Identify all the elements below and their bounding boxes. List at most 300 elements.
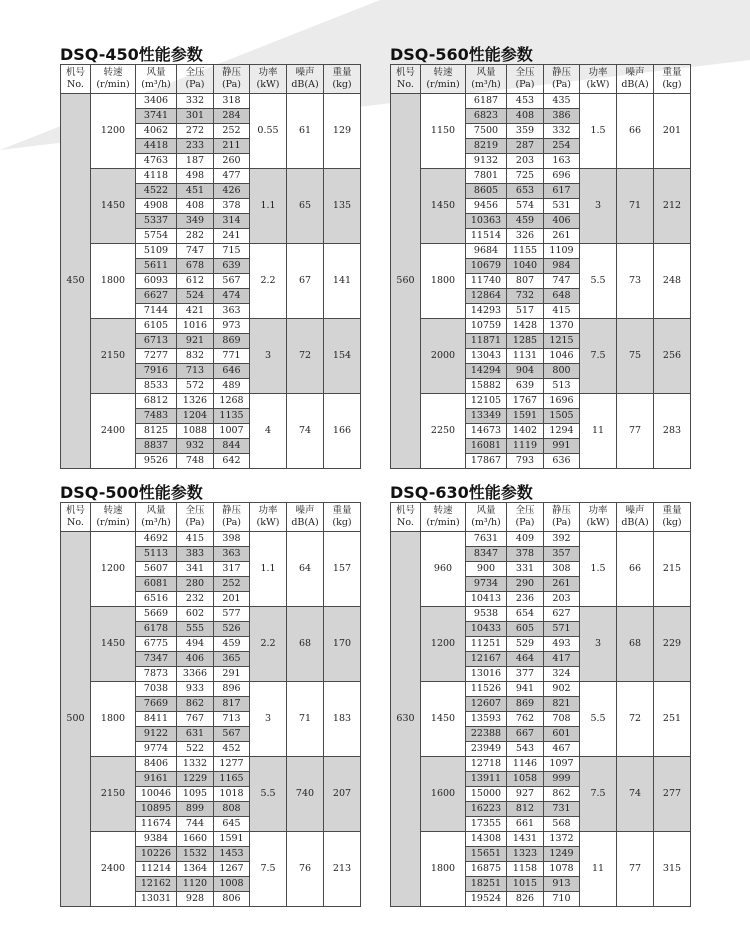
static-pressure-cell: 308 — [544, 562, 580, 577]
header-label: 重量 — [332, 505, 352, 516]
header-unit: (Pa) — [551, 79, 572, 90]
total-pressure-cell: 1285 — [507, 334, 544, 349]
table-row — [61, 244, 361, 259]
airflow-cell: 9734 — [466, 577, 507, 592]
airflow-cell: 13911 — [466, 772, 507, 787]
total-pressure-cell: 748 — [177, 454, 214, 469]
airflow-cell: 19524 — [466, 892, 507, 907]
static-pressure-cell: 646 — [214, 364, 250, 379]
total-pressure-cell: 612 — [177, 274, 214, 289]
power-cell: 3 — [580, 607, 617, 682]
total-pressure-cell: 1095 — [177, 787, 214, 802]
total-pressure-cell: 654 — [507, 607, 544, 622]
static-pressure-cell: 1505 — [544, 409, 580, 424]
airflow-cell: 5669 — [136, 607, 177, 622]
noise-cell: 64 — [287, 532, 324, 607]
table-title: DSQ-560性能参数 — [390, 45, 533, 64]
speed-cell: 1450 — [421, 169, 466, 244]
airflow-cell: 9384 — [136, 832, 177, 847]
speed-cell: 1450 — [91, 607, 136, 682]
airflow-cell: 4692 — [136, 532, 177, 547]
total-pressure-cell: 1431 — [507, 832, 544, 847]
header-unit: (r/min) — [426, 517, 460, 528]
weight-cell: 201 — [654, 94, 691, 169]
static-pressure-cell: 467 — [544, 742, 580, 757]
header-label: 机号 — [395, 505, 415, 516]
static-pressure-cell: 417 — [544, 652, 580, 667]
airflow-cell: 8533 — [136, 379, 177, 394]
static-pressure-cell: 1109 — [544, 244, 580, 259]
static-pressure-cell: 1453 — [214, 847, 250, 862]
total-pressure-cell: 572 — [177, 379, 214, 394]
airflow-cell: 15651 — [466, 847, 507, 862]
table-row — [61, 94, 361, 109]
weight-cell: 283 — [654, 394, 691, 469]
static-pressure-cell: 1215 — [544, 334, 580, 349]
column-header — [91, 503, 136, 532]
airflow-cell: 12105 — [466, 394, 507, 409]
total-pressure-cell: 661 — [507, 817, 544, 832]
header-label: 功率 — [588, 67, 608, 78]
airflow-cell: 11871 — [466, 334, 507, 349]
header-unit: (Pa) — [185, 517, 205, 528]
static-pressure-cell: 1135 — [214, 409, 250, 424]
column-header — [654, 65, 691, 94]
header-row — [61, 65, 361, 94]
speed-cell: 1600 — [421, 757, 466, 832]
total-pressure-cell: 378 — [507, 547, 544, 562]
column-header — [324, 503, 361, 532]
weight-cell: 157 — [324, 532, 361, 607]
table-row — [391, 607, 691, 622]
total-pressure-cell: 602 — [177, 607, 214, 622]
power-cell: 3 — [250, 682, 287, 757]
airflow-cell: 11740 — [466, 274, 507, 289]
header-unit: dB(A) — [621, 79, 649, 90]
column-header — [391, 65, 421, 94]
airflow-cell: 7669 — [136, 697, 177, 712]
column-header — [580, 65, 617, 94]
total-pressure-cell: 517 — [507, 304, 544, 319]
airflow-cell: 10046 — [136, 787, 177, 802]
speed-cell: 1800 — [421, 832, 466, 907]
static-pressure-cell: 645 — [214, 817, 250, 832]
static-pressure-cell: 1018 — [214, 787, 250, 802]
total-pressure-cell: 793 — [507, 454, 544, 469]
airflow-cell: 9122 — [136, 727, 177, 742]
total-pressure-cell: 287 — [507, 139, 544, 154]
column-header — [654, 503, 691, 532]
total-pressure-cell: 1332 — [177, 757, 214, 772]
header-label: 静压 — [221, 505, 241, 516]
table-row — [391, 319, 691, 334]
total-pressure-cell: 653 — [507, 184, 544, 199]
speed-cell: 1150 — [421, 94, 466, 169]
static-pressure-cell: 398 — [214, 532, 250, 547]
weight-cell: 154 — [324, 319, 361, 394]
header-label: 机号 — [65, 505, 85, 516]
total-pressure-cell: 233 — [177, 139, 214, 154]
airflow-cell: 11251 — [466, 637, 507, 652]
static-pressure-cell: 1370 — [544, 319, 580, 334]
airflow-cell: 10413 — [466, 592, 507, 607]
static-pressure-cell: 291 — [214, 667, 250, 682]
total-pressure-cell: 406 — [177, 652, 214, 667]
total-pressure-cell: 290 — [507, 577, 544, 592]
total-pressure-cell: 3366 — [177, 667, 214, 682]
header-unit: (m³/h) — [141, 517, 171, 528]
column-header — [324, 65, 361, 94]
table-title: DSQ-630性能参数 — [390, 483, 533, 502]
total-pressure-cell: 383 — [177, 547, 214, 562]
static-pressure-cell: 406 — [544, 214, 580, 229]
performance-table — [390, 64, 691, 469]
header-unit: No. — [67, 517, 84, 528]
noise-cell: 65 — [287, 169, 324, 244]
airflow-cell: 6105 — [136, 319, 177, 334]
airflow-cell: 5337 — [136, 214, 177, 229]
total-pressure-cell: 529 — [507, 637, 544, 652]
static-pressure-cell: 817 — [214, 697, 250, 712]
total-pressure-cell: 725 — [507, 169, 544, 184]
total-pressure-cell: 464 — [507, 652, 544, 667]
noise-cell: 66 — [617, 532, 654, 607]
static-pressure-cell: 1046 — [544, 349, 580, 364]
header-unit: (Pa) — [221, 517, 242, 528]
airflow-cell: 6713 — [136, 334, 177, 349]
total-pressure-cell: 1131 — [507, 349, 544, 364]
header-label: 风量 — [146, 505, 166, 516]
static-pressure-cell: 477 — [214, 169, 250, 184]
total-pressure-cell: 744 — [177, 817, 214, 832]
static-pressure-cell: 386 — [544, 109, 580, 124]
header-label: 全压 — [515, 67, 535, 78]
static-pressure-cell: 452 — [214, 742, 250, 757]
noise-cell: 68 — [287, 607, 324, 682]
static-pressure-cell: 896 — [214, 682, 250, 697]
power-cell: 1.1 — [250, 532, 287, 607]
total-pressure-cell: 869 — [507, 697, 544, 712]
total-pressure-cell: 862 — [177, 697, 214, 712]
column-header — [544, 503, 580, 532]
airflow-cell: 8125 — [136, 424, 177, 439]
airflow-cell: 14294 — [466, 364, 507, 379]
airflow-cell: 11526 — [466, 682, 507, 697]
static-pressure-cell: 636 — [544, 454, 580, 469]
header-label: 静压 — [221, 67, 241, 78]
header-unit: (Pa) — [515, 517, 535, 528]
static-pressure-cell: 241 — [214, 229, 250, 244]
total-pressure-cell: 282 — [177, 229, 214, 244]
static-pressure-cell: 713 — [214, 712, 250, 727]
static-pressure-cell: 747 — [544, 274, 580, 289]
total-pressure-cell: 605 — [507, 622, 544, 637]
total-pressure-cell: 232 — [177, 592, 214, 607]
total-pressure-cell: 331 — [507, 562, 544, 577]
static-pressure-cell: 1165 — [214, 772, 250, 787]
header-unit: (r/min) — [426, 79, 460, 90]
static-pressure-cell: 163 — [544, 154, 580, 169]
total-pressure-cell: 408 — [177, 199, 214, 214]
airflow-cell: 12864 — [466, 289, 507, 304]
weight-cell: 212 — [654, 169, 691, 244]
airflow-cell: 7916 — [136, 364, 177, 379]
airflow-cell: 15000 — [466, 787, 507, 802]
column-header — [61, 503, 91, 532]
column-header — [91, 65, 136, 94]
static-pressure-cell: 642 — [214, 454, 250, 469]
total-pressure-cell: 1016 — [177, 319, 214, 334]
static-pressure-cell: 252 — [214, 577, 250, 592]
header-unit: (kg) — [662, 517, 682, 528]
noise-cell: 75 — [617, 319, 654, 394]
total-pressure-cell: 301 — [177, 109, 214, 124]
airflow-cell: 6187 — [466, 94, 507, 109]
table-row — [391, 832, 691, 847]
static-pressure-cell: 435 — [544, 94, 580, 109]
total-pressure-cell: 826 — [507, 892, 544, 907]
airflow-cell: 3406 — [136, 94, 177, 109]
weight-cell: 166 — [324, 394, 361, 469]
column-header — [214, 503, 250, 532]
noise-cell: 68 — [617, 607, 654, 682]
header-unit: (kW) — [586, 517, 610, 528]
airflow-cell: 14308 — [466, 832, 507, 847]
column-header — [177, 503, 214, 532]
static-pressure-cell: 1007 — [214, 424, 250, 439]
airflow-cell: 10895 — [136, 802, 177, 817]
airflow-cell: 11514 — [466, 229, 507, 244]
weight-cell: 251 — [654, 682, 691, 757]
static-pressure-cell: 201 — [214, 592, 250, 607]
airflow-cell: 6516 — [136, 592, 177, 607]
speed-cell: 2150 — [91, 757, 136, 832]
airflow-cell: 7483 — [136, 409, 177, 424]
total-pressure-cell: 421 — [177, 304, 214, 319]
noise-cell: 71 — [287, 682, 324, 757]
speed-cell: 1800 — [421, 244, 466, 319]
header-label: 风量 — [476, 67, 496, 78]
total-pressure-cell: 272 — [177, 124, 214, 139]
noise-cell: 71 — [617, 169, 654, 244]
airflow-cell: 12718 — [466, 757, 507, 772]
header-label: 风量 — [476, 505, 496, 516]
table-row — [391, 394, 691, 409]
column-header — [136, 503, 177, 532]
total-pressure-cell: 899 — [177, 802, 214, 817]
weight-cell: 213 — [324, 832, 361, 907]
speed-cell: 2400 — [91, 394, 136, 469]
airflow-cell: 6627 — [136, 289, 177, 304]
noise-cell: 740 — [287, 757, 324, 832]
airflow-cell: 12167 — [466, 652, 507, 667]
static-pressure-cell: 415 — [544, 304, 580, 319]
total-pressure-cell: 377 — [507, 667, 544, 682]
airflow-cell: 14293 — [466, 304, 507, 319]
airflow-cell: 6812 — [136, 394, 177, 409]
header-label: 功率 — [258, 67, 278, 78]
header-unit: (m³/h) — [141, 79, 171, 90]
static-pressure-cell: 252 — [214, 124, 250, 139]
table-title: DSQ-500性能参数 — [60, 483, 203, 502]
header-label: 功率 — [258, 505, 278, 516]
speed-cell: 1800 — [91, 682, 136, 757]
weight-cell: 129 — [324, 94, 361, 169]
static-pressure-cell: 1294 — [544, 424, 580, 439]
table-row — [61, 832, 361, 847]
airflow-cell: 13349 — [466, 409, 507, 424]
speed-cell: 960 — [421, 532, 466, 607]
static-pressure-cell: 332 — [544, 124, 580, 139]
total-pressure-cell: 927 — [507, 787, 544, 802]
table-row — [61, 607, 361, 622]
header-unit: (m³/h) — [471, 517, 501, 528]
header-unit: No. — [397, 79, 414, 90]
header-label: 全压 — [185, 67, 205, 78]
airflow-cell: 4062 — [136, 124, 177, 139]
total-pressure-cell: 678 — [177, 259, 214, 274]
airflow-cell: 8347 — [466, 547, 507, 562]
speed-cell: 1200 — [91, 94, 136, 169]
speed-cell: 2400 — [91, 832, 136, 907]
header-label: 静压 — [551, 67, 571, 78]
table-row — [61, 757, 361, 772]
weight-cell: 315 — [654, 832, 691, 907]
static-pressure-cell: 984 — [544, 259, 580, 274]
static-pressure-cell: 710 — [544, 892, 580, 907]
total-pressure-cell: 762 — [507, 712, 544, 727]
total-pressure-cell: 555 — [177, 622, 214, 637]
airflow-cell: 17867 — [466, 454, 507, 469]
header-unit: (r/min) — [96, 79, 130, 90]
static-pressure-cell: 426 — [214, 184, 250, 199]
column-header — [617, 65, 654, 94]
static-pressure-cell: 601 — [544, 727, 580, 742]
static-pressure-cell: 493 — [544, 637, 580, 652]
header-label: 重量 — [662, 505, 682, 516]
airflow-cell: 18251 — [466, 877, 507, 892]
airflow-cell: 13043 — [466, 349, 507, 364]
static-pressure-cell: 869 — [214, 334, 250, 349]
column-header — [421, 503, 466, 532]
noise-cell: 72 — [287, 319, 324, 394]
table-row — [391, 532, 691, 547]
speed-cell: 1200 — [421, 607, 466, 682]
airflow-cell: 900 — [466, 562, 507, 577]
header-unit: (kg) — [332, 517, 352, 528]
total-pressure-cell: 1326 — [177, 394, 214, 409]
static-pressure-cell: 1249 — [544, 847, 580, 862]
header-label: 静压 — [551, 505, 571, 516]
total-pressure-cell: 941 — [507, 682, 544, 697]
noise-cell: 76 — [287, 832, 324, 907]
total-pressure-cell: 574 — [507, 199, 544, 214]
airflow-cell: 13593 — [466, 712, 507, 727]
table-row — [61, 169, 361, 184]
static-pressure-cell: 357 — [544, 547, 580, 562]
total-pressure-cell: 1058 — [507, 772, 544, 787]
speed-cell: 2250 — [421, 394, 466, 469]
total-pressure-cell: 639 — [507, 379, 544, 394]
total-pressure-cell: 812 — [507, 802, 544, 817]
total-pressure-cell: 236 — [507, 592, 544, 607]
power-cell: 1.5 — [580, 94, 617, 169]
airflow-cell: 9456 — [466, 199, 507, 214]
header-unit: dB(A) — [291, 517, 319, 528]
static-pressure-cell: 474 — [214, 289, 250, 304]
airflow-cell: 8605 — [466, 184, 507, 199]
column-header — [466, 503, 507, 532]
total-pressure-cell: 1120 — [177, 877, 214, 892]
airflow-cell: 9774 — [136, 742, 177, 757]
column-header — [61, 65, 91, 94]
static-pressure-cell: 526 — [214, 622, 250, 637]
airflow-cell: 8219 — [466, 139, 507, 154]
total-pressure-cell: 522 — [177, 742, 214, 757]
static-pressure-cell: 392 — [544, 532, 580, 547]
total-pressure-cell: 1088 — [177, 424, 214, 439]
header-label: 转速 — [433, 67, 453, 78]
airflow-cell: 5611 — [136, 259, 177, 274]
static-pressure-cell: 324 — [544, 667, 580, 682]
total-pressure-cell: 280 — [177, 577, 214, 592]
header-label: 机号 — [395, 67, 415, 78]
power-cell: 7.5 — [580, 757, 617, 832]
static-pressure-cell: 203 — [544, 592, 580, 607]
static-pressure-cell: 999 — [544, 772, 580, 787]
airflow-cell: 9161 — [136, 772, 177, 787]
table-row — [391, 682, 691, 697]
total-pressure-cell: 453 — [507, 94, 544, 109]
header-row — [391, 503, 691, 532]
power-cell: 0.55 — [250, 94, 287, 169]
static-pressure-cell: 715 — [214, 244, 250, 259]
total-pressure-cell: 904 — [507, 364, 544, 379]
total-pressure-cell: 409 — [507, 532, 544, 547]
airflow-cell: 7277 — [136, 349, 177, 364]
static-pressure-cell: 991 — [544, 439, 580, 454]
airflow-cell: 4522 — [136, 184, 177, 199]
total-pressure-cell: 713 — [177, 364, 214, 379]
total-pressure-cell: 498 — [177, 169, 214, 184]
power-cell: 7.5 — [250, 832, 287, 907]
model-number-cell: 630 — [391, 532, 421, 907]
total-pressure-cell: 359 — [507, 124, 544, 139]
header-row — [391, 65, 691, 94]
total-pressure-cell: 1591 — [507, 409, 544, 424]
airflow-cell: 15882 — [466, 379, 507, 394]
static-pressure-cell: 808 — [214, 802, 250, 817]
airflow-cell: 6081 — [136, 577, 177, 592]
column-header — [136, 65, 177, 94]
total-pressure-cell: 1767 — [507, 394, 544, 409]
static-pressure-cell: 708 — [544, 712, 580, 727]
table-row — [391, 169, 691, 184]
total-pressure-cell: 326 — [507, 229, 544, 244]
static-pressure-cell: 1008 — [214, 877, 250, 892]
column-header — [580, 503, 617, 532]
speed-cell: 1450 — [421, 682, 466, 757]
noise-cell: 77 — [617, 832, 654, 907]
airflow-cell: 13016 — [466, 667, 507, 682]
static-pressure-cell: 696 — [544, 169, 580, 184]
column-header — [421, 65, 466, 94]
header-unit: (m³/h) — [471, 79, 501, 90]
header-unit: (r/min) — [96, 517, 130, 528]
power-cell: 4 — [250, 394, 287, 469]
total-pressure-cell: 1040 — [507, 259, 544, 274]
total-pressure-cell: 1155 — [507, 244, 544, 259]
